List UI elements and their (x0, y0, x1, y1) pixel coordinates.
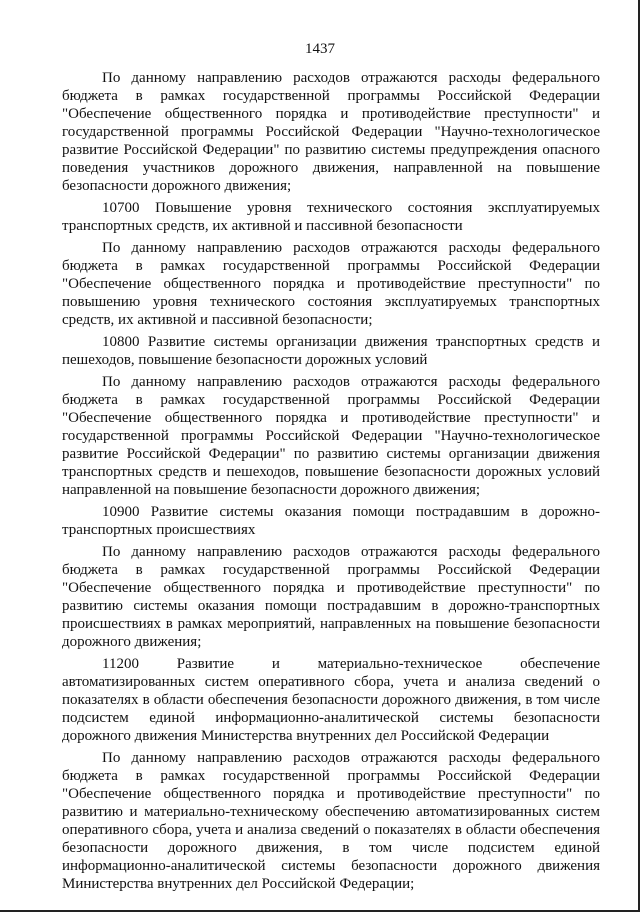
section-heading-11200: 11200 Развитие и материально-техническое обеспечение автоматизированных систем оперативного сбора, учета и анализа сведений о показателях в области обеспечения безопасности дорожного движения, в том числе подсистем единой информационно-аналитической системы безопасности дорожного движения Министерства внутренних дел Российской Федерации (62, 656, 600, 744)
section-heading-10700: 10700 Повышение уровня технического состояния эксплуатируемых транспортных средств, их активной и пассивной безопасности (62, 200, 600, 234)
page-number: 1437 (305, 41, 335, 57)
paragraph: По данному направлению расходов отражаются расходы федерального бюджета в рамках государственной программы Российской Федерации "Обеспечение общественного порядка и противодействие преступности" по развитию и материально-техническому обеспечению автоматизированных систем оперативного сбора, учета и анализа сведений о показателях в области обеспечения безопасности дорожного движения, в том числе подсистем единой информационно-аналитической системы безопасности дорожного движения Министерства внутренних дел Российской Федерации; (62, 750, 600, 892)
paragraph: По данному направлению расходов отражаются расходы федерального бюджета в рамках государственной программы Российской Федерации "Обеспечение общественного порядка и противодействие преступности" и государственной программы Российской Федерации "Научно-технологическое развитие Российской Федерации" по развитию системы организации движения транспортных средств и пешеходов, повышение безопасности дорожных условий направленной на повышение безопасности дорожного движения; (62, 374, 600, 498)
section-heading-10800: 10800 Развитие системы организации движения транспортных средств и пешеходов, повышение безопасности дорожных условий (62, 334, 600, 368)
paragraph: По данному направлению расходов отражаются расходы федерального бюджета в рамках государственной программы Российской Федерации "Обеспечение общественного порядка и противодействие преступности" и государственной программы Российской Федерации "Научно-технологическое развитие Российской Федерации" по развитию системы предупреждения опасного поведения участников дорожного движения, направленной на повышение безопасности дорожного движения; (62, 70, 600, 194)
paragraph: По данному направлению расходов отражаются расходы федерального бюджета в рамках государственной программы Российской Федерации "Обеспечение общественного порядка и противодействие преступности" по повышению уровня технического состояния эксплуатируемых транспортных средств, их активной и пассивной безопасности; (62, 240, 600, 328)
document-body (62, 69, 600, 897)
paragraph: По данному направлению расходов отражаются расходы федерального бюджета в рамках государственной программы Российской Федерации "Обеспечение общественного порядка и противодействие преступности" по развитию системы оказания помощи пострадавшим в дорожно-транспортных происшествиях в рамках мероприятий, направленных на повышение безопасности дорожного движения; (62, 544, 600, 650)
section-heading-10900: 10900 Развитие системы оказания помощи пострадавшим в дорожно-транспортных происшествиях (62, 504, 600, 538)
